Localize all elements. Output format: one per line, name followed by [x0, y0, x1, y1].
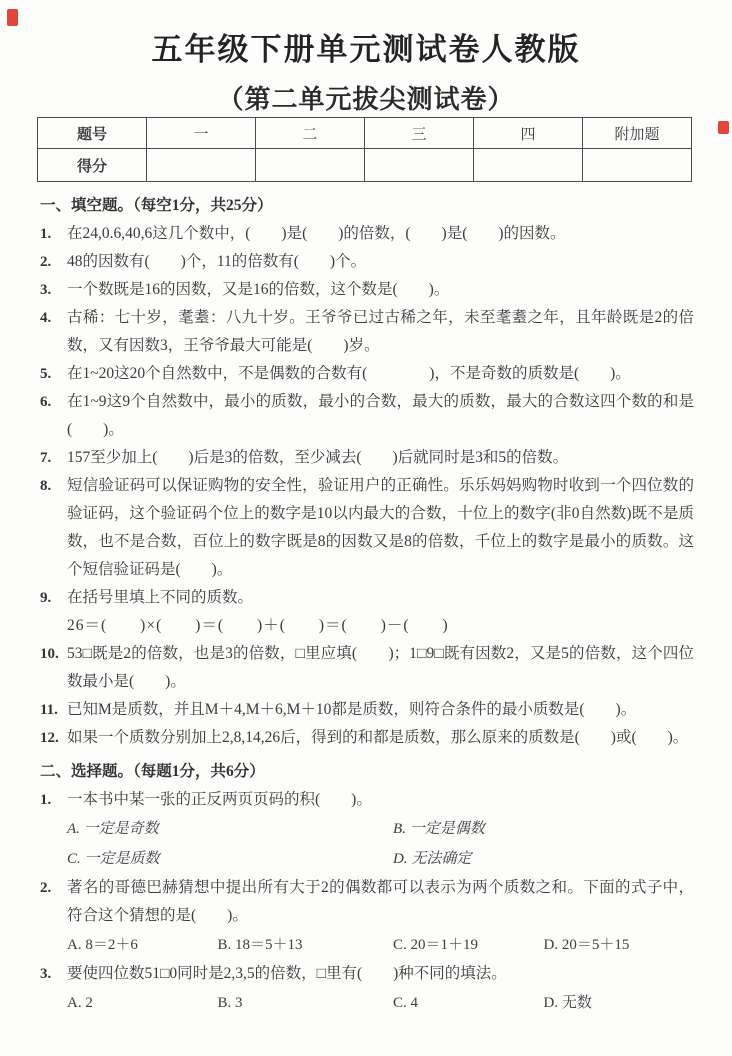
section2-heading: 二、选择题。（每题1分，共6分） [40, 763, 265, 780]
fill-question-7 [40, 444, 694, 472]
score-table-header-cell: 三 [365, 118, 474, 149]
question-text: 在24,0.6,40,6这几个数中，( )是( )的倍数，( )是( )的因数。 [67, 225, 566, 242]
section1-heading: 一、填空题。（每空1分，共25分） [40, 197, 273, 214]
option-d: D. 20＝5＋15 [543, 937, 630, 953]
option-b: B. 18＝5＋13 [217, 937, 303, 953]
fill-question-10 [40, 640, 694, 696]
question-text: 在1~9这9个自然数中，最小的质数，最小的合数，最大的质数，最大的合数这四个数的和是( )。 [67, 393, 694, 438]
question-text: 已知M是质数，并且M＋4,M＋6,M＋10都是质数，则符合条件的最小质数是( )。 [67, 701, 637, 718]
question-text: 48的因数有( )个，11的倍数有( )个。 [67, 253, 367, 270]
fill-question-6 [40, 388, 694, 444]
score-table-header-cell: 四 [474, 118, 583, 149]
fill-question-8 [40, 472, 694, 584]
choice-question-3 [40, 960, 694, 1018]
question-text: 要使四位数51□0同时是2,3,5的倍数，□里有( )种不同的填法。 [67, 965, 507, 982]
question-text: 53□既是2的倍数，也是3的倍数，□里应填( )；1□9□既有因数2，又是5的倍数，这个四位数最小是( )。 [67, 645, 694, 690]
question-text: 一个数既是16的因数，又是16的倍数，这个数是( )。 [67, 281, 450, 298]
question-number: 7. [40, 450, 52, 466]
option-a: A. 一定是奇数 [67, 821, 159, 837]
question-text: 一本书中某一张的正反两页页码的积( )。 [67, 791, 372, 808]
options-grid [67, 930, 694, 960]
choice-question-2 [40, 874, 694, 960]
question-number: 8. [40, 478, 52, 494]
option-b: B. 3 [217, 995, 243, 1011]
score-table-header-row [38, 118, 692, 149]
question-text: 著名的哥德巴赫猜想中提出所有大于2的偶数都可以表示为两个质数之和。下面的式子中，符合这个猜想的是( )。 [67, 879, 694, 924]
question-number: 1. [40, 226, 52, 242]
question-number: 9. [40, 590, 52, 606]
fill-question-4 [40, 304, 694, 360]
page-title: 五年级下册单元测试卷人教版 [151, 32, 581, 67]
option-b: B. 一定是偶数 [393, 821, 485, 837]
score-cell-empty [147, 149, 256, 182]
score-row-label: 得分 [38, 149, 147, 182]
option-c: C. 20＝1＋19 [393, 937, 479, 953]
option-a: A. 8＝2＋6 [67, 937, 138, 953]
option-d: D. 无数 [543, 995, 592, 1011]
fill-question-1 [40, 220, 694, 248]
option-c: C. 4 [393, 995, 419, 1011]
question-number: 2. [40, 880, 52, 896]
question-text-group [67, 874, 694, 960]
score-table [37, 117, 692, 182]
question-text: 在1~20这20个自然数中，不是偶数的合数有( )，不是奇数的质数是( )。 [67, 365, 631, 382]
question-number: 1. [40, 792, 52, 808]
question-number: 12. [40, 730, 59, 746]
fill-question-2 [40, 248, 694, 276]
score-cell-empty [583, 149, 692, 182]
question-text-group [67, 786, 694, 874]
red-scan-mark-icon [7, 9, 18, 26]
question-text: 古稀：七十岁，耄耋：八九十岁。王爷爷已过古稀之年，未至耄耋之年，且年龄既是2的倍数，又有因数3，王爷爷最大可能是( )岁。 [67, 309, 694, 354]
option-a: A. 2 [67, 995, 93, 1011]
question-formula: 26＝( )×( )＝( )＋( )＝( )－( ) [67, 617, 449, 634]
question-number: 3. [40, 282, 52, 298]
question-text: 157至少加上( )后是3的倍数，至少减去( )后就同时是3和5的倍数。 [67, 449, 569, 466]
score-table-header-cell: 二 [256, 118, 365, 149]
score-table-header-cell: 一 [147, 118, 256, 149]
options-grid [67, 814, 694, 874]
question-number: 4. [40, 310, 52, 326]
question-text-group [67, 584, 694, 640]
question-number: 5. [40, 366, 52, 382]
question-number: 10. [40, 646, 59, 662]
fill-question-11 [40, 696, 694, 724]
option-d: D. 无法确定 [393, 851, 472, 867]
options-grid [67, 988, 694, 1018]
fill-question-12 [40, 724, 694, 752]
red-scan-mark-icon [718, 121, 729, 134]
score-table-header-cell: 附加题 [583, 118, 692, 149]
fill-question-5 [40, 360, 694, 388]
question-text: 如果一个质数分别加上2,8,14,26后，得到的和都是质数，那么原来的质数是( )或( )。 [67, 729, 689, 746]
fill-question-9 [40, 584, 694, 640]
score-cell-empty [474, 149, 583, 182]
score-cell-empty [365, 149, 474, 182]
question-number: 2. [40, 254, 52, 270]
fill-question-3 [40, 276, 694, 304]
score-table-score-row [38, 149, 692, 182]
question-number: 6. [40, 394, 52, 410]
question-text-group [67, 960, 694, 1018]
paper-body [40, 192, 694, 1018]
score-table-header-cell: 题号 [38, 118, 147, 149]
question-text: 在括号里填上不同的质数。 [67, 589, 254, 606]
choice-question-1 [40, 786, 694, 874]
question-number: 11. [40, 702, 58, 718]
score-cell-empty [256, 149, 365, 182]
question-text: 短信验证码可以保证购物的安全性，验证用户的正确性。乐乐妈妈购物时收到一个四位数的验证码，这个验证码个位上的数字是10以内最大的合数，十位上的数字(非0自然数)既不是质数，也不是合数，百位上的数字既是8的因数又是8的倍数，千位上的数字是最小的质数。这个短信验证码是( )。 [67, 477, 694, 578]
page-subtitle: （第二单元拔尖测试卷） [217, 85, 515, 114]
question-number: 3. [40, 966, 52, 982]
option-c: C. 一定是质数 [67, 851, 160, 867]
